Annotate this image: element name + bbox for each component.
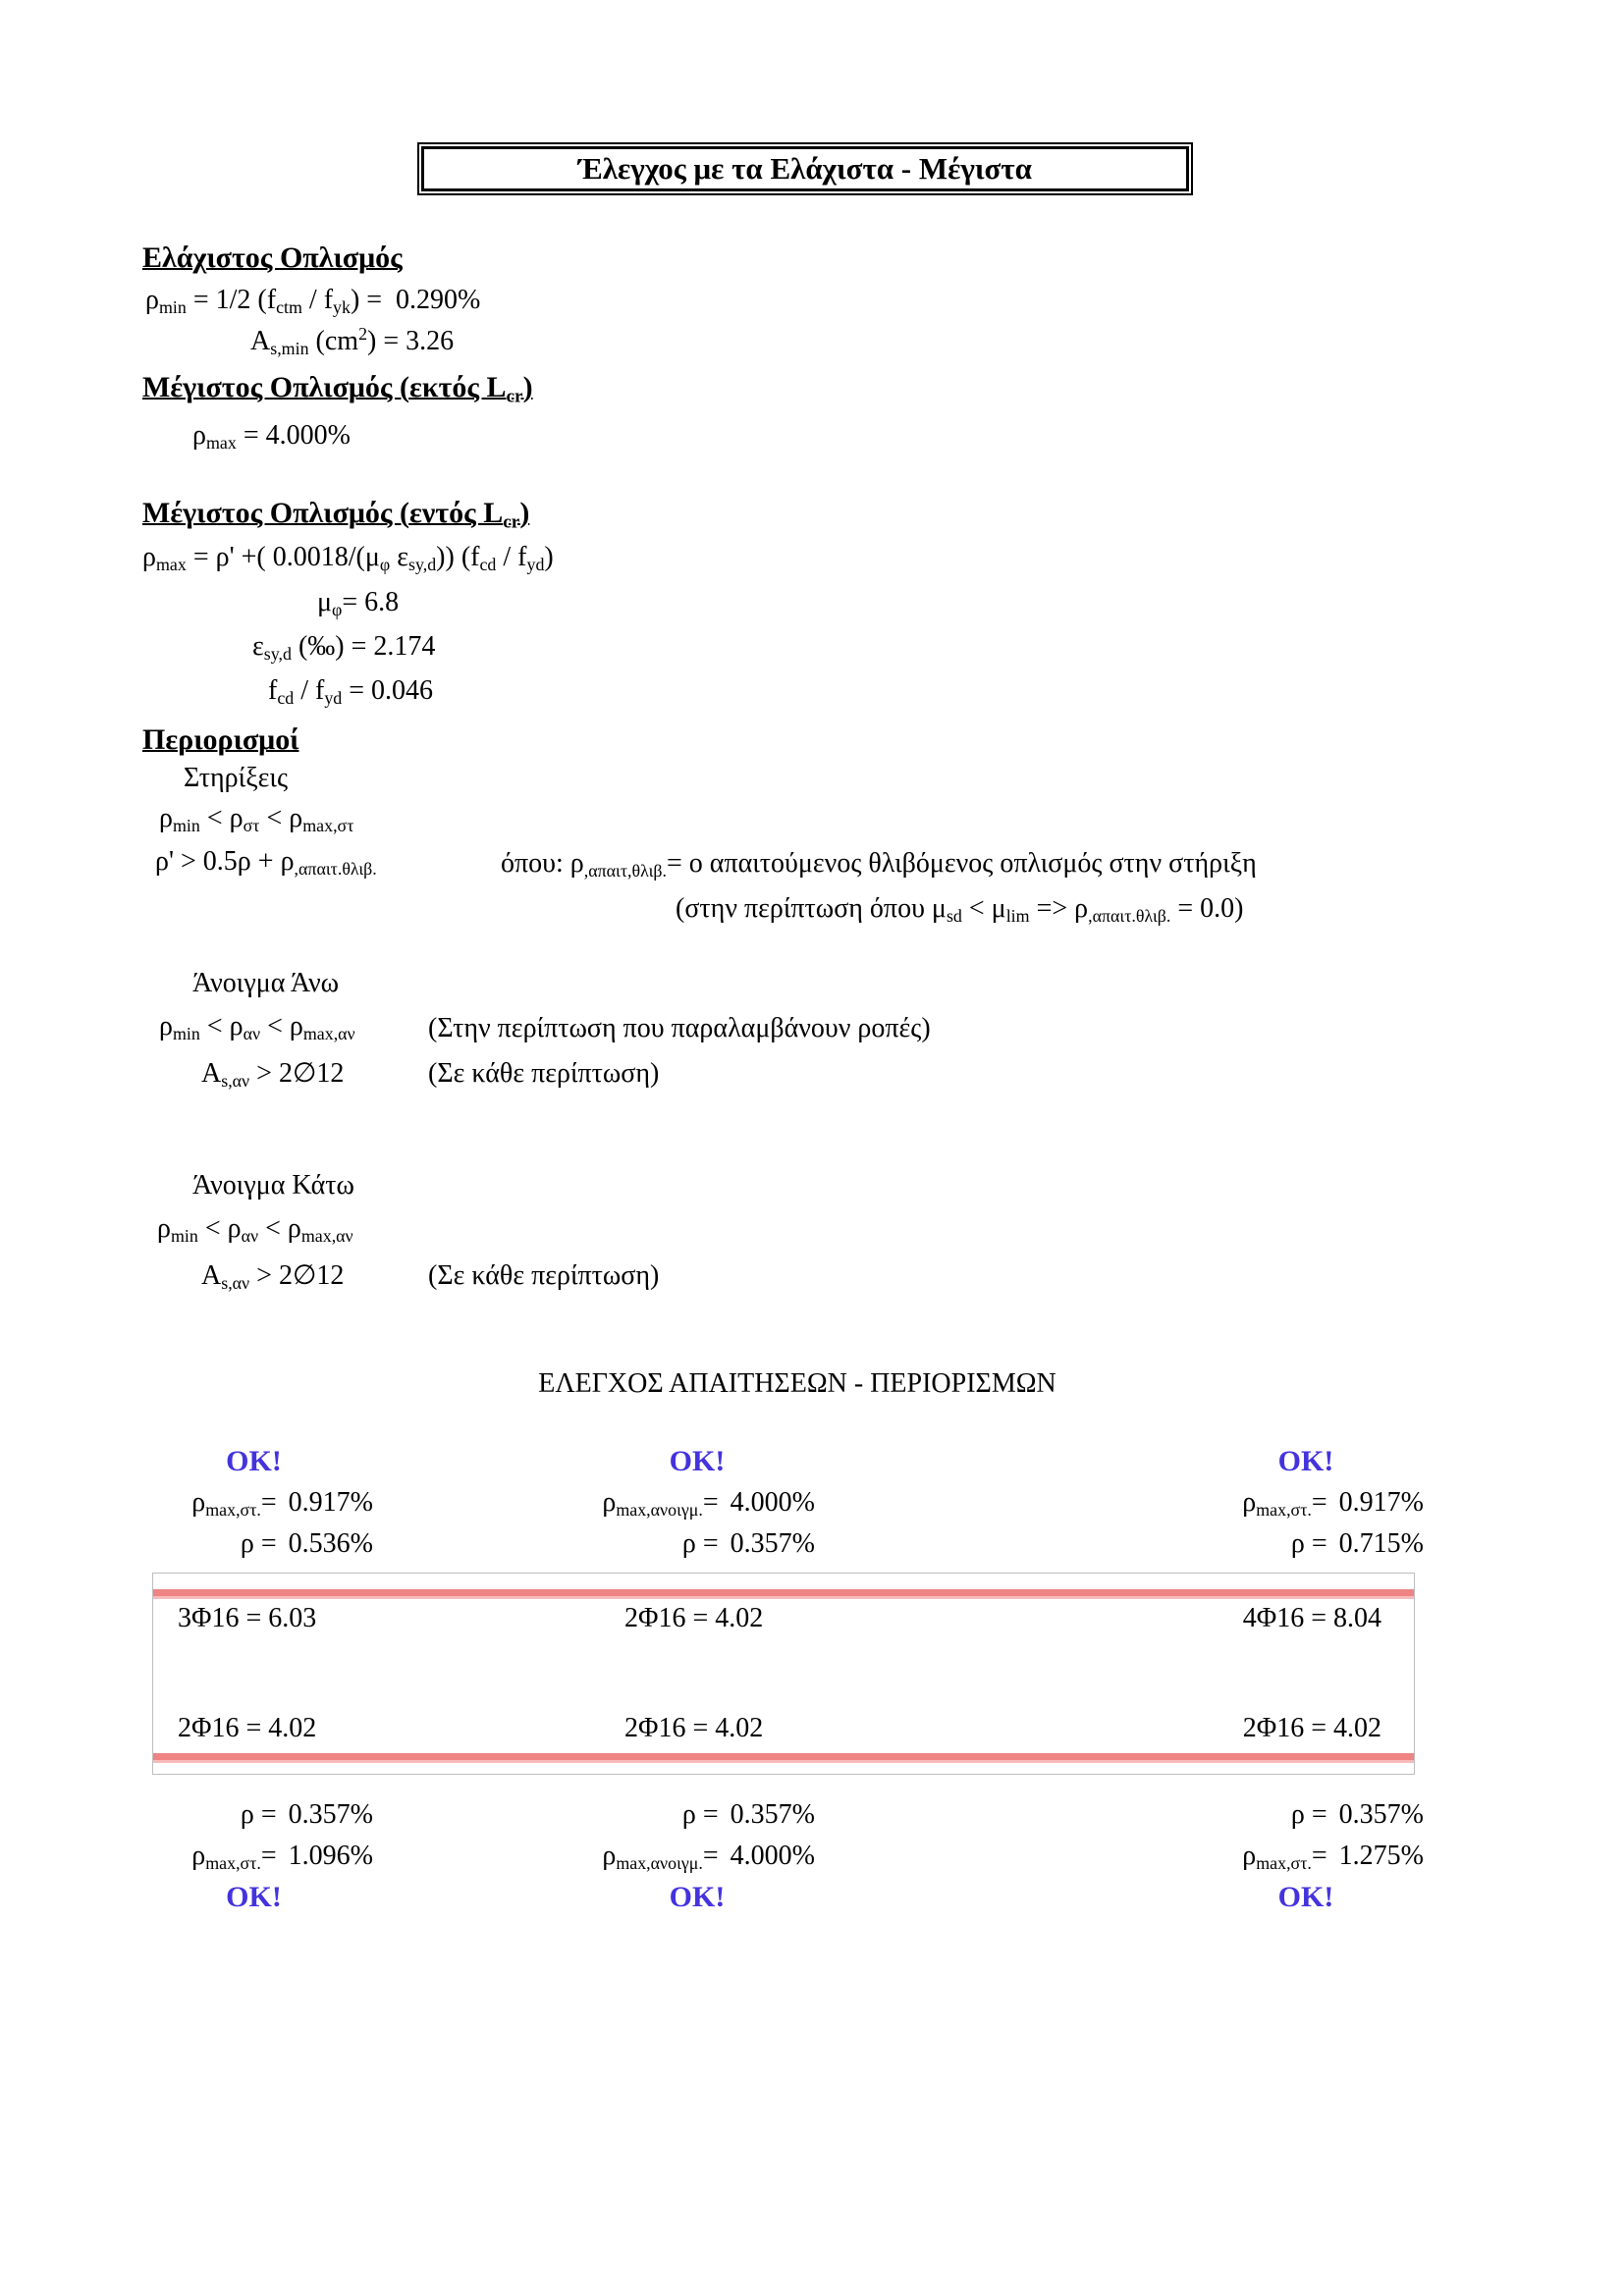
status-ok: OK! xyxy=(669,1445,726,1477)
bar-cell-top-middle: 2Φ16 = 4.02 xyxy=(624,1603,764,1633)
bar-cell-top-left: 3Φ16 = 6.03 xyxy=(178,1603,317,1633)
check-result-top-right xyxy=(1188,1441,1424,1565)
result-row: ρ = 0.715% xyxy=(1290,1528,1424,1559)
label-supports: Στηρίξεις xyxy=(184,763,289,793)
formula-span-top-as: $A_{s,\alpha\nu}$ > 2∅12 xyxy=(201,1058,345,1092)
formula-supports-rho-range: $\rho_{min} < \rho_{\sigma\tau} < \rho_{max,\sigma\tau}$ xyxy=(159,803,354,836)
formula-supports-rho-comp: $\rho' > 0.5\rho + \rho_{,\alpha\pi\alpha\iota\tau.\theta\lambda\iota\beta.}$ xyxy=(155,846,377,880)
status-ok: OK! xyxy=(669,1881,726,1913)
result-row: $\rho_{max,\alpha\nu o\iota\gamma\mu.}= 4.000\%$ xyxy=(602,1487,815,1521)
red-band-bottom xyxy=(153,1753,1414,1763)
heading-max-reinforcement-outside: Μέγιστος Οπλισμός (εκτός $L_{cr}$) xyxy=(142,371,533,407)
status-ok: OK! xyxy=(1277,1445,1334,1477)
check-result-bottom-left xyxy=(135,1794,373,1918)
note-span-top-moments: (Στην περίπτωση που παραλαμβάνουν ροπές) xyxy=(428,1013,931,1043)
check-result-top-left xyxy=(135,1441,373,1565)
status-ok: OK! xyxy=(226,1445,282,1477)
result-row: ρ = 0.357% xyxy=(681,1528,815,1559)
check-result-bottom-middle xyxy=(579,1794,815,1918)
note-supports-definition: όπου: $\rho_{,\alpha\pi\alpha\iota\tau,\theta\lambda\iota\beta.}= o$ απαιτούμενος θλιβόμενος οπλισμός στην στήριξη xyxy=(501,848,1257,881)
formula-span-bottom-rho-range: $\rho_{min} < \rho_{\alpha\nu} < \rho_{max,\alpha\nu}$ xyxy=(157,1213,353,1247)
heading-min-reinforcement: Ελάχιστος Οπλισμός xyxy=(142,241,403,274)
result-row: ρ = 0.357% xyxy=(1290,1799,1424,1830)
bar-cell-bottom-middle: 2Φ16 = 4.02 xyxy=(624,1713,764,1743)
bars-table xyxy=(152,1573,1415,1775)
result-row: $\rho_{max,\sigma\tau.}= 1.275\%$ xyxy=(1242,1841,1424,1874)
value-fcd-fyd: $f_{cd} / f_{yd} = 0.046$ xyxy=(268,675,434,709)
heading-max-reinforcement-inside: Μέγιστος Οπλισμός (εντός $L_{cr}$) xyxy=(142,497,530,533)
formula-rho-min: $\rho_{min} = 1/2$ $(f_{ctm} / f_{yk}) = 0.290\%$ xyxy=(145,285,481,318)
value-eps-syd: $\varepsilon_{sy,d}$ (‰) = 2.174 xyxy=(252,631,436,665)
result-row: $\rho_{max,\sigma\tau.}= 0.917\%$ xyxy=(1242,1487,1424,1521)
label-span-top: Άνοιγμα Άνω xyxy=(192,968,340,998)
note-supports-case: (στην περίπτωση όπου $\mu_{sd} < \mu_{lim} => \rho_{,\alpha\pi\alpha\iota\tau.\theta\lambda\iota\beta.} = 0.0$) xyxy=(676,893,1244,927)
bar-cell-top-right: 4Φ16 = 8.04 xyxy=(1242,1603,1381,1633)
bar-cell-bottom-right: 2Φ16 = 4.02 xyxy=(1242,1713,1381,1743)
formula-span-bottom-as: $A_{s,\alpha\nu}$ > 2∅12 xyxy=(201,1260,345,1294)
formula-span-top-rho-range: $\rho_{min} < \rho_{\alpha\nu} < \rho_{max,\alpha\nu}$ xyxy=(159,1011,355,1044)
value-mu-phi: $\mu_\varphi= 6.8$ xyxy=(317,587,400,620)
status-ok: OK! xyxy=(226,1881,282,1913)
result-row: ρ = 0.536% xyxy=(240,1528,373,1559)
result-row: ρ = 0.357% xyxy=(240,1799,373,1830)
note-span-bottom-always: (Σε κάθε περίπτωση) xyxy=(428,1260,660,1291)
note-span-top-always: (Σε κάθε περίπτωση) xyxy=(428,1058,660,1089)
status-ok: OK! xyxy=(1277,1881,1334,1913)
heading-check: ΕΛΕΓΧΟΣ ΑΠΑΙΤΗΣΕΩΝ - ΠΕΡΙΟΡΙΣΜΩΝ xyxy=(538,1368,1056,1399)
result-row: $\rho_{max,\alpha\nu o\iota\gamma\mu.}= 4.000\%$ xyxy=(602,1841,815,1874)
bar-cell-bottom-left: 2Φ16 = 4.02 xyxy=(178,1713,317,1743)
title-box xyxy=(417,142,1193,195)
result-row: $\rho_{max,\sigma\tau.}= 0.917\%$ xyxy=(191,1487,373,1521)
heading-limits: Περιορισμοί xyxy=(142,723,299,756)
formula-as-min: $A_{s,min}$ $(cm^2) = 3.26$ xyxy=(250,324,455,359)
formula-rho-max-inside: $\rho_{max} = \rho'$ +( $0.0018/(\mu_\varphi$ $\varepsilon_{sy,d}$)) $(f_{cd} / f_{yd})$ xyxy=(142,542,554,575)
result-row: $\rho_{max,\sigma\tau.}= 1.096\%$ xyxy=(191,1841,373,1874)
result-row: ρ = 0.357% xyxy=(681,1799,815,1830)
red-band-top xyxy=(153,1589,1414,1599)
formula-rho-max-outside: $\rho_{max} = 4.000\%$ xyxy=(192,420,351,454)
label-span-bottom: Άνοιγμα Κάτω xyxy=(192,1170,354,1201)
page-title: Έλεγχος με τα Ελάχιστα - Μέγιστα xyxy=(421,146,1189,191)
check-result-bottom-right xyxy=(1188,1794,1424,1918)
check-result-top-middle xyxy=(579,1441,815,1565)
